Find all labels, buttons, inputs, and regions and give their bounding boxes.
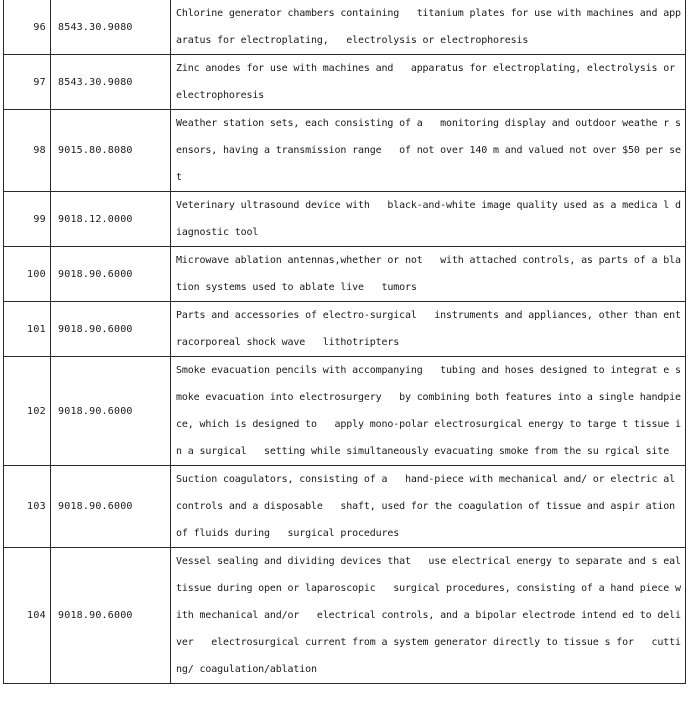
htsus-code: 9018.90.6000	[51, 302, 171, 357]
row-number: 103	[4, 466, 51, 548]
htsus-code: 9018.12.0000	[51, 192, 171, 247]
htsus-code: 9018.90.6000	[51, 247, 171, 302]
row-number: 104	[4, 548, 51, 684]
row-number: 98	[4, 110, 51, 192]
product-description: Veterinary ultrasound device with black-and-white image quality used as a medica l diagnostic tool	[171, 192, 686, 247]
table-row	[4, 110, 686, 192]
row-number: 99	[4, 192, 51, 247]
table-row	[4, 247, 686, 302]
table-row	[4, 55, 686, 110]
table-row	[4, 192, 686, 247]
row-number: 100	[4, 247, 51, 302]
product-description: Smoke evacuation pencils with accompanying tubing and hoses designed to integrat e smoke evacuation into electrosurgery by combining both features into a single handpiece, which is designed to apply mono-polar electrosurgical energy to targe t tissue in a surgical setting while simultaneously evacuating smoke from the su rgical site	[171, 357, 686, 466]
product-description: Microwave ablation antennas,whether or not with attached controls, as parts of a blation systems used to ablate live tumors	[171, 247, 686, 302]
product-description: Suction coagulators, consisting of a hand-piece with mechanical and/ or electric al controls and a disposable shaft, used for the coagulation of tissue and aspir ation of fluids during surgical procedures	[171, 466, 686, 548]
table-row	[4, 357, 686, 466]
htsus-code: 9015.80.8080	[51, 110, 171, 192]
htsus-code: 9018.90.6000	[51, 466, 171, 548]
product-description: Zinc anodes for use with machines and apparatus for electroplating, electrolysis or electrophoresis	[171, 55, 686, 110]
row-number: 97	[4, 55, 51, 110]
htsus-code: 9018.90.6000	[51, 357, 171, 466]
product-description: Weather station sets, each consisting of a monitoring display and outdoor weathe r sensors, having a transmission range of not over 140 m and valued not over $50 per set	[171, 110, 686, 192]
product-description: Chlorine generator chambers containing titanium plates for use with machines and apparatus for electroplating, electrolysis or electrophoresis	[171, 0, 686, 55]
table-row	[4, 302, 686, 357]
htsus-code: 8543.30.9080	[51, 0, 171, 55]
product-description: Parts and accessories of electro-surgical instruments and appliances, other than entracorporeal shock wave lithotripters	[171, 302, 686, 357]
table-row	[4, 548, 686, 684]
product-description: Vessel sealing and dividing devices that use electrical energy to separate and s eal tissue during open or laparoscopic surgical procedures, consisting of a hand piece with mechanical and/or electrical controls, and a bipolar electrode intend ed to deliver electrosurgical current from a system generator directly to tissue s for cutting/ coagulation/ablation	[171, 548, 686, 684]
tariff-exclusion-table	[3, 0, 686, 684]
row-number: 101	[4, 302, 51, 357]
table-row	[4, 466, 686, 548]
row-number: 96	[4, 0, 51, 55]
htsus-code: 9018.90.6000	[51, 548, 171, 684]
row-number: 102	[4, 357, 51, 466]
table-row	[4, 0, 686, 55]
htsus-code: 8543.30.9080	[51, 55, 171, 110]
